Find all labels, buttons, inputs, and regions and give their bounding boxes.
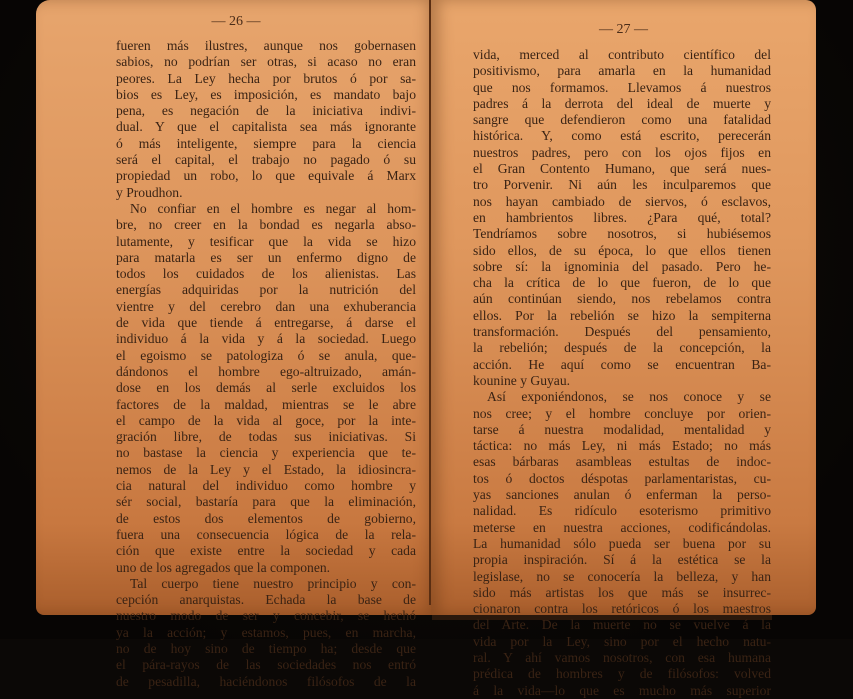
text-line: de estos dos elementos de gobierno, [116, 510, 416, 526]
text-line: propiedad un robo, lo que equivale á Marx [116, 168, 416, 184]
text-line: no de hoy sino de tiempo ha; desde que [116, 640, 416, 656]
text-line: y Proudhon. [116, 184, 183, 200]
text-line: el egoismo se patologiza ó se anula, que- [116, 347, 416, 363]
right-page-text [473, 47, 771, 699]
text-line: esas bárbaras asambleas estultas de indoc- [473, 454, 771, 470]
text-line: que nos formamos. Llevamos á nuestros [473, 79, 771, 95]
text-line: nemos de la Ley y el Estado, la idiosincra- [116, 461, 416, 477]
text-line: sabios, no podrían ser otras, si acaso no eran [116, 54, 416, 70]
text-line: factores de la maldad, mientras se le abre [116, 396, 416, 412]
text-line: lutamente, y tesificar que la vida se hizo [116, 233, 416, 249]
text-line: el campo de la vida al goce, por la inte- [116, 412, 416, 428]
text-line: No confiar en el hombre es negar al hom- [130, 200, 416, 216]
text-line: ellos. Por la rebelión se hizo la sempiterna [473, 307, 771, 323]
text-line: pena, es negación de la iniciativa indivi- [116, 103, 416, 119]
text-line: individuo á la vida y á la sociedad. Luego [116, 331, 416, 347]
text-line: sobre sí: la ignominia del pasado. Pero he- [473, 258, 771, 274]
text-line: nos hayan cambiado de siervos, ó esclavos, [473, 193, 771, 209]
text-line: peores. La Ley hecha por brutos ó por sa- [116, 70, 416, 86]
text-line: dose en los demás al serle excluidos los [116, 380, 416, 396]
text-line: sido ellos, de su época, lo que ellos tienen [473, 242, 771, 258]
text-line: nuestros padres, pero con los ojos fijos en [473, 144, 771, 160]
page-number-left: — 26 — [211, 14, 261, 29]
text-line: transformación. Después del pensamiento, [473, 324, 771, 340]
text-line: meterse en nuestra acciones, codificándolas. [473, 519, 771, 535]
text-line: tarse á nuestra modalidad, mentalidad y [473, 421, 771, 437]
text-line: para matarla es ser un enfermo digno de [116, 249, 416, 265]
left-page-text [116, 38, 416, 690]
text-line: sér social, bastaría para que la eliminación, [116, 494, 416, 510]
text-line: la rebelión; después de la concepción, la [473, 340, 771, 356]
text-line: nos cree; y el hombre concluye por orien- [473, 405, 771, 421]
text-line: prédica de hombres y de filósofos: volved [473, 666, 771, 682]
text-line: Tendríamos sobre nosotros, si hubiésemos [473, 226, 771, 242]
text-line: aún continúan siendo, nos rebelamos contra [473, 291, 771, 307]
text-line: energías adquiridas por la nutrición del [116, 282, 416, 298]
text-line: kounine y Guyau. [473, 372, 571, 388]
open-book [28, 0, 820, 698]
text-line: fuera una consecuencia lógica de la rela- [116, 526, 416, 542]
text-line: bios es Ley, es imposición, es mandato bajo [116, 86, 416, 102]
text-line: bre, no creer en la bondad es negarla abso- [116, 217, 416, 233]
text-line: gración libre, de todas sus iniciativas. Si [116, 429, 416, 445]
text-line: dual. Y que el capitalista sea más ignorante [116, 119, 416, 135]
text-line: todos los cuidados de los alienistas. Las [116, 266, 416, 282]
page-number-right: — 27 — [599, 22, 648, 37]
text-line: yas sanciones anulan ó enferman la perso- [473, 487, 771, 503]
text-line: será el capital, el trabajo no pagado ó su [116, 152, 416, 168]
text-line: en hambrientos libres. ¿Para qué, total? [473, 209, 771, 225]
text-line: vida por la Ley, sino por el hecho natu- [473, 633, 771, 649]
text-line: Tal cuerpo tiene nuestro principio y con- [130, 575, 416, 591]
text-line: vientre y del cerebro dan una exhuberancia [116, 298, 416, 314]
text-line: dándonos el hombre ego-altruizado, amán- [116, 363, 416, 379]
text-line: ya la acción; y estamos, pues, en marcha, [116, 624, 416, 640]
text-line: el Gran Contento Humano, que será nues- [473, 161, 771, 177]
text-line: nalidad. Es ridículo esoterismo primitivo [473, 503, 771, 519]
text-line: el pára-rayos de las sociedades nos entró [116, 657, 416, 673]
text-line: tos ó doctos déspotas parlamentaristas, cu- [473, 470, 771, 486]
text-line: no bastase la ciencia y experiencia que te- [116, 445, 416, 461]
text-line: fueren más ilustres, aunque nos gobernasen [116, 38, 416, 53]
text-line: de pesadilla, haciéndonos filósofos de la [116, 673, 416, 689]
text-line: propia inspiración. Sí á la estética se la [473, 552, 771, 568]
text-line: cionaron contra los retóricos ó los maestros [473, 601, 771, 617]
text-line: padres á la derrota del ideal de muerte y [473, 95, 771, 111]
text-line: vida, merced al contributo científico del [473, 47, 771, 62]
text-line: táctica: no más Ley, ni más Estado; no más [473, 438, 771, 454]
text-line: positivismo, para amarla en la humanidad [473, 63, 771, 79]
text-line: cia natural del individuo como hombre y [116, 478, 416, 494]
text-line: del Arte. De la muerte no se vuelve á la [473, 617, 771, 633]
text-line: sido más artistas los que más se insurrec- [473, 584, 771, 600]
text-line: tro Porvenir. Ni aún les inculparemos que [473, 177, 771, 193]
right-page [431, 0, 816, 698]
left-page [36, 0, 436, 689]
text-line: cepción anarquistas. Echada la base de [116, 592, 416, 608]
text-line: sangre que defendieron como una fatalidad [473, 112, 771, 128]
text-line: ral. Y ahí vamos nosotros, con esa humana [473, 649, 771, 665]
text-line: La humanidad sólo pueda ser buena por su [473, 535, 771, 551]
text-line: á la vida—lo que es mucho más superior [473, 682, 771, 698]
text-line: ó más inteligente, siempre para la ciencia [116, 135, 416, 151]
text-line: cha la crítica de lo que fueron, de lo que [473, 275, 771, 291]
text-line: nuestro modo de ser y concebir, se hechó [116, 608, 416, 624]
text-line: acción. He aquí como se encuentran Ba- [473, 356, 771, 372]
text-line: de vida que tiende á entregarse, á darse el [116, 315, 416, 331]
text-line: Así exponiéndonos, se nos conoce y se [487, 389, 771, 405]
text-line: legislase, no se conocería la belleza, y han [473, 568, 771, 584]
text-line: ción que existe entre la sociedad y cada [116, 543, 416, 559]
text-line: uno de los agregados que la componen. [116, 559, 331, 575]
text-line: histórica. Y, como está escrito, perecerán [473, 128, 771, 144]
